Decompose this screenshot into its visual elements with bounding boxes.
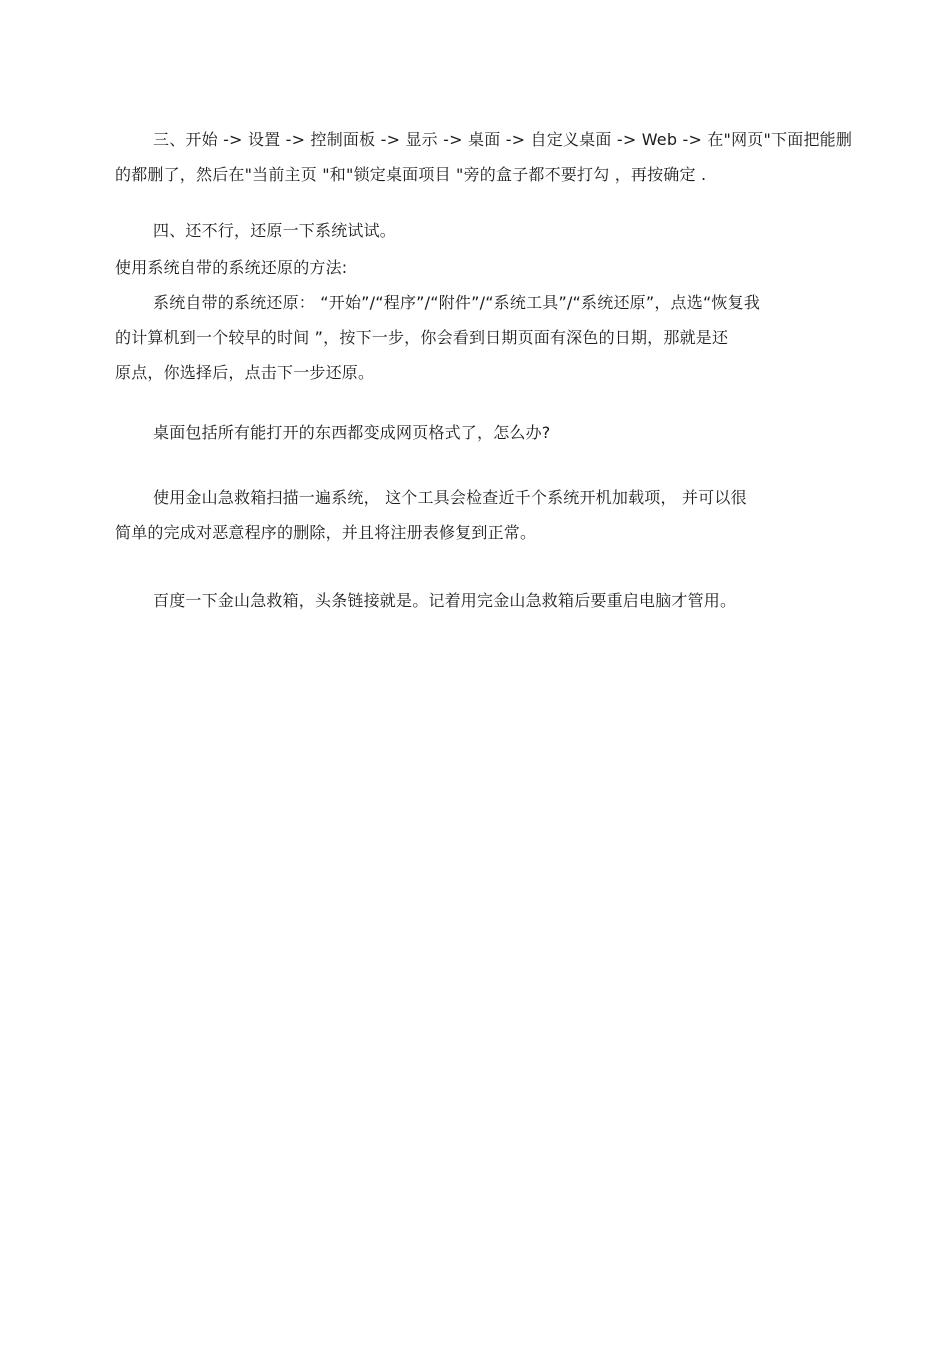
paragraph-question bbox=[115, 415, 835, 450]
paragraph-line: 百度一下金山急救箱，头条链接就是。记着用完金山急救箱后要重启电脑才管用。 bbox=[153, 591, 737, 610]
paragraph-line: 原点，你选择后，点击下一步还原。 bbox=[115, 363, 375, 382]
paragraph-rescue-tool bbox=[115, 480, 835, 550]
paragraph-line: 使用系统自带的系统还原的方法: bbox=[115, 258, 348, 277]
paragraph-line: 使用金山急救箱扫描一遍系统， 这个工具会检查近千个系统开机加载项， 并可以很 bbox=[153, 488, 747, 507]
paragraph-line: 三、开始 -> 设置 -> 控制面板 -> 显示 -> 桌面 -> 自定义桌面 -> Web -> 在"网页"下面把能删 bbox=[153, 130, 853, 149]
paragraph-line: 桌面包括所有能打开的东西都变成网页格式了，怎么办? bbox=[153, 423, 551, 442]
paragraph-line: 的计算机到一个较早的时间 ”，按下一步，你会看到日期页面有深色的日期，那就是还 bbox=[115, 328, 729, 347]
paragraph-step-three bbox=[115, 122, 853, 192]
paragraph-line: 简单的完成对恶意程序的删除，并且将注册表修复到正常。 bbox=[115, 523, 537, 542]
paragraph-line: 的都删了，然后在"当前主页 "和"锁定桌面项目 "旁的盒子都不要打勾 ，再按确定 . bbox=[115, 165, 707, 184]
paragraph-line: 四、还不行，还原一下系统试试。 bbox=[153, 221, 397, 240]
paragraph-system-restore bbox=[115, 285, 835, 390]
paragraph-search-tip bbox=[115, 583, 835, 618]
paragraph-line: 系统自带的系统还原： “开始”/“程序”/“附件”/“系统工具”/“系统还原”，点选“恢复我 bbox=[153, 293, 761, 312]
paragraph-step-four bbox=[115, 213, 835, 248]
paragraph-restore-method-heading bbox=[115, 250, 835, 285]
